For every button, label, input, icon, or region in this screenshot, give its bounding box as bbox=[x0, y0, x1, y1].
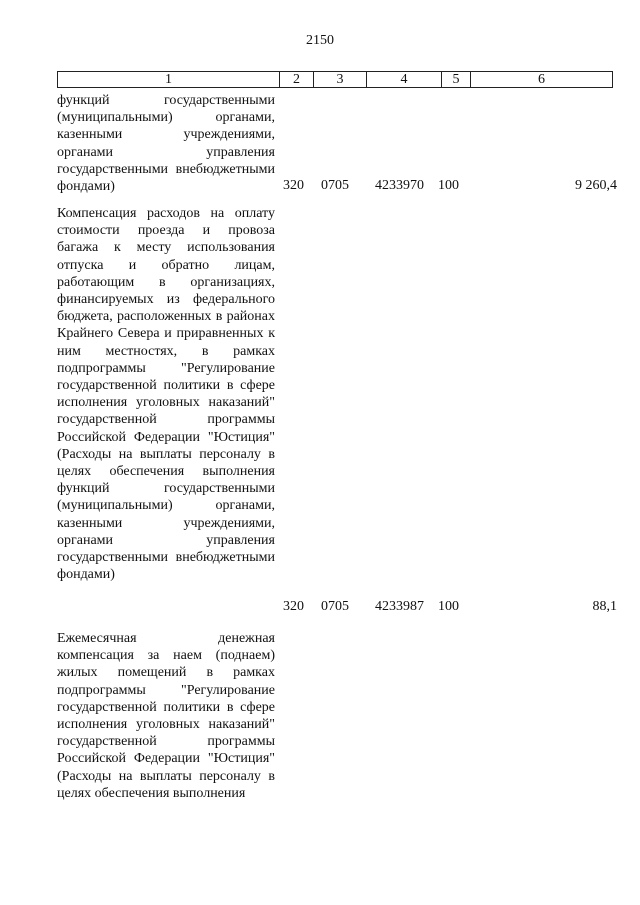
column-header-6: 6 bbox=[471, 72, 613, 88]
page-number: 2150 bbox=[306, 33, 334, 48]
row-col2: 320 bbox=[283, 599, 304, 614]
row-col3: 0705 bbox=[321, 178, 349, 193]
column-header-4: 4 bbox=[367, 72, 442, 88]
column-header-2: 2 bbox=[280, 72, 314, 88]
row-col5: 100 bbox=[438, 178, 459, 193]
row-col6: 88,1 bbox=[592, 599, 617, 614]
row-description: функций государственными (муниципальными) органами, казенными учреждениями, органами управления государственными внебюджетными фондами) bbox=[57, 93, 275, 195]
row-description: Ежемесячная денежная компенсация за наем (поднаем) жилых помещений в рамках подпрограммы "Регулирование государственной политики в сфере исполнения уголовных наказаний" государственной программы Российской Федерации "Юстиция" (Расходы на выплаты персоналу в целях обеспечения выполнения bbox=[57, 631, 275, 801]
row-values bbox=[57, 178, 617, 195]
row-col3: 0705 bbox=[321, 599, 349, 614]
column-header-1: 1 bbox=[58, 72, 280, 88]
column-header-5: 5 bbox=[442, 72, 471, 88]
row-col6: 9 260,4 bbox=[575, 178, 617, 193]
column-header-row bbox=[57, 71, 613, 88]
row-col5: 100 bbox=[438, 599, 459, 614]
row-col2: 320 bbox=[283, 178, 304, 193]
row-col4: 4233987 bbox=[375, 599, 424, 614]
row-col4: 4233970 bbox=[375, 178, 424, 193]
row-description: Компенсация расходов на оплату стоимости проезда и провоза багажа к месту использования отпуска и обратно лицам, работающим в организациях, финансируемых из федерального бюджета, расположенных в районах Крайнего Севера и приравненных к ним местностях, в рамках подпрограммы "Регулирование государственной политики в сфере исполнения уголовных наказаний" государственной программы Российской Федерации "Юстиция" (Расходы на выплаты персоналу в целях обеспечения выполнения функций государственными (муниципальными) органами, казенными учреждениями, органами управления государственными внебюджетными фондами) bbox=[57, 206, 275, 583]
row-values bbox=[57, 599, 617, 616]
column-header-3: 3 bbox=[314, 72, 367, 88]
